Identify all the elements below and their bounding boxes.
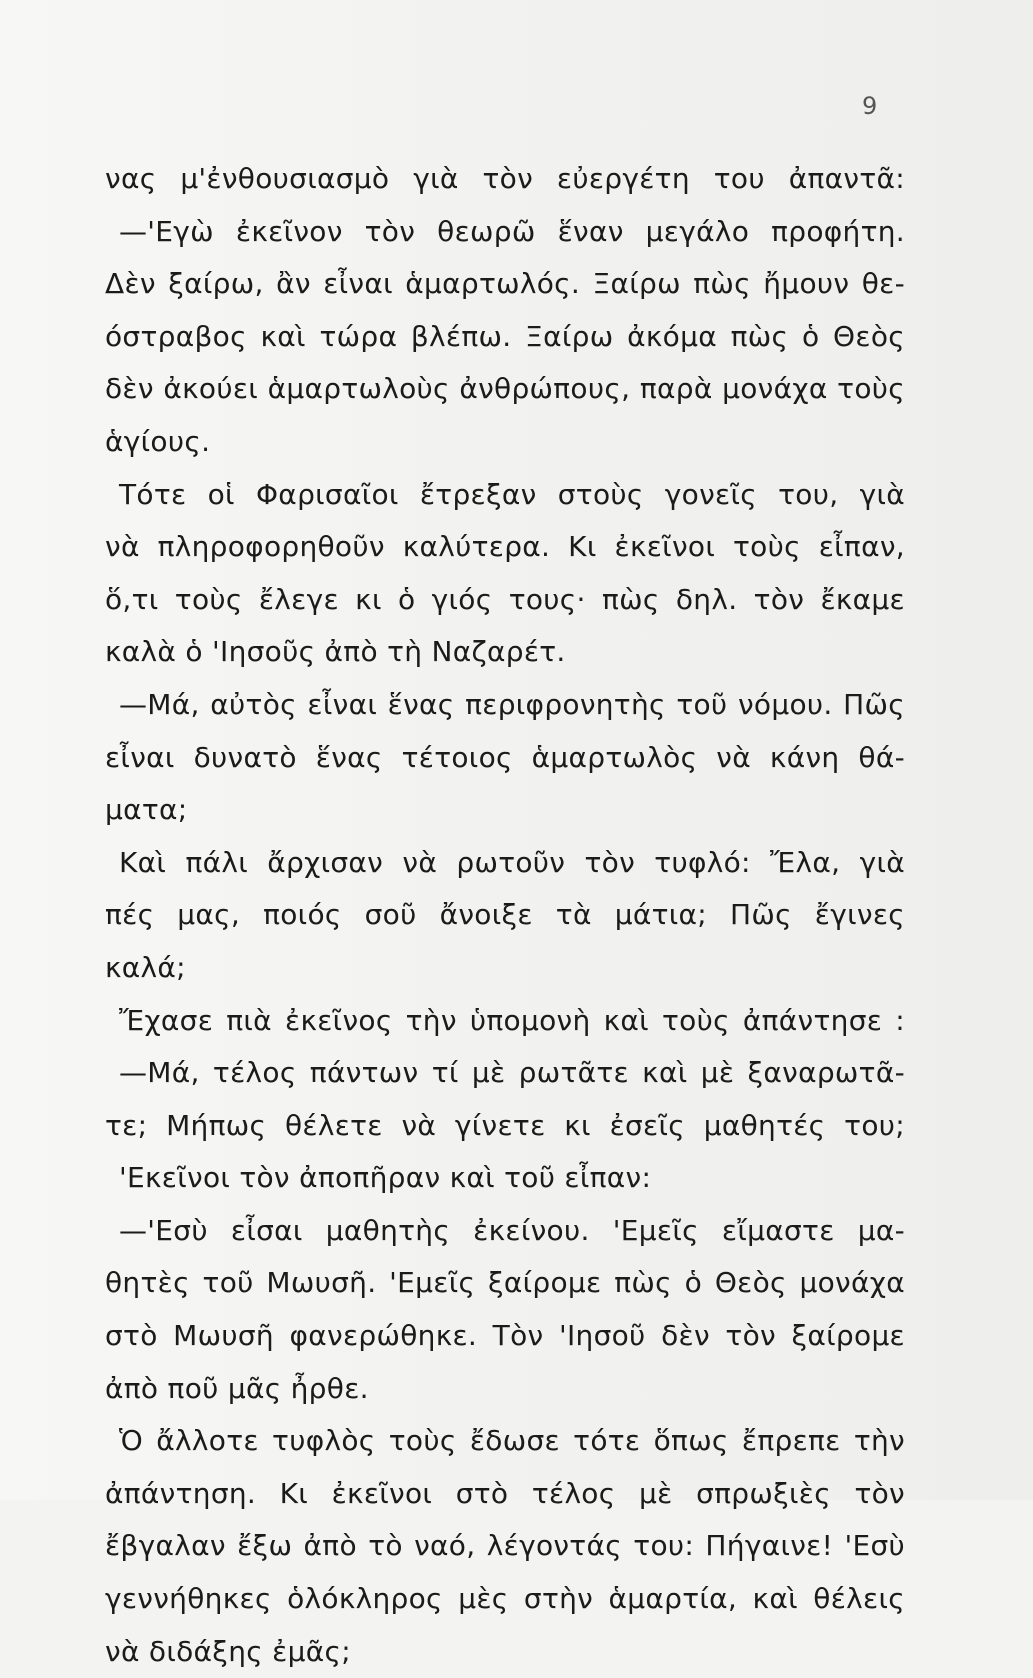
text-line: Δὲν ξαίρω, ἂν εἶναι ἁμαρτωλός. Ξαίρω πὼς ἤμουν θε-: [105, 267, 905, 301]
text-line: στὸ Μωυσῆ φανερώθηκε. Τὸν 'Ιησοῦ δὲν τὸν ξαίρομε: [105, 1319, 905, 1353]
text-line: εἶναι δυνατὸ ἕνας τέτοιος ἁμαρτωλὸς νὰ κάνη θά-: [105, 740, 905, 774]
text-line: —Μά, αὐτὸς εἶναι ἕνας περιφρονητὴς τοῦ νόμου. Πῶς: [119, 687, 905, 721]
text-line: Ἔχασε πιὰ ἐκεῖνος τὴν ὑπομονὴ καὶ τοὺς ἀπάντησε :: [119, 1003, 905, 1037]
text-line: όστραβος καὶ τώρα βλέπω. Ξαίρω ἀκόμα πὼς ὁ Θεὸς: [105, 319, 905, 353]
text-line: δὲν ἀκούει ἁμαρτωλοὺς ἀνθρώπους, παρὰ μονάχα τοὺς: [105, 372, 905, 406]
text-line: ὅ,τι τοὺς ἔλεγε κι ὁ γιός τους· πὼς δηλ. τὸν ἔκαμε: [105, 582, 905, 616]
text-line: γεννήθηκες ὁλόκληρος μὲς στὴν ἁμαρτία, καὶ θέλεις: [105, 1582, 905, 1616]
text-line: Καὶ πάλι ἄρχισαν νὰ ρωτοῦν τὸν τυφλό: Ἔλα, γιὰ: [119, 845, 905, 879]
text-line: ματα;: [105, 793, 188, 827]
text-line: πές μας, ποιός σοῦ ἄνοιξε τὰ μάτια; Πῶς ἔγινες: [105, 898, 905, 932]
page-number: 9: [862, 92, 878, 120]
text-line: καλὰ ὁ 'Ιησοῦς ἀπὸ τὴ Ναζαρέτ.: [105, 635, 566, 669]
text-line: —Μά, τέλος πάντων τί μὲ ρωτᾶτε καὶ μὲ ξαναρωτᾶ-: [119, 1056, 905, 1090]
text-line: —'Εγὼ ἐκεῖνον τὸν θεωρῶ ἕναν μεγάλο προφήτη.: [119, 214, 905, 248]
text-line: Ὁ ἄλλοτε τυφλὸς τοὺς ἔδωσε τότε ὅπως ἔπρεπε τὴν: [119, 1424, 905, 1458]
text-line: νὰ πληροφορηθοῦν καλύτερα. Κι ἐκεῖνοι τοὺς εἶπαν,: [105, 530, 905, 564]
text-line: Τότε οἱ Φαρισαῖοι ἔτρεξαν στοὺς γονεῖς του, γιὰ: [119, 477, 905, 511]
text-line: νὰ διδάξης ἐμᾶς;: [105, 1634, 351, 1668]
text-line: θητὲς τοῦ Μωυσῆ. 'Εμεῖς ξαίρομε πὼς ὁ Θεὸς μονάχα: [105, 1266, 905, 1300]
text-line: 'Εκεῖνοι τὸν ἀποπῆραν καὶ τοῦ εἶπαν:: [119, 1161, 652, 1195]
text-line: ἀπάντηση. Κι ἐκεῖνοι στὸ τέλος μὲ σπρωξιὲς τὸν: [105, 1476, 905, 1510]
text-line: ἔβγαλαν ἔξω ἀπὸ τὸ ναό, λέγοντάς του: Πήγαινε! 'Εσὺ: [105, 1529, 905, 1563]
text-line: —'Εσὺ εἶσαι μαθητὴς ἐκείνου. 'Εμεῖς εἴμαστε μα-: [119, 1213, 905, 1247]
text-line: ἁγίους.: [105, 424, 211, 458]
text-line: τε; Μήπως θέλετε νὰ γίνετε κι ἐσεῖς μαθητές του;: [105, 1108, 905, 1142]
text-line: νας μ'ἐνθουσιασμὸ γιὰ τὸν εὐεργέτη του ἀπαντᾶ:: [105, 162, 905, 195]
text-line: καλά;: [105, 950, 186, 984]
body-text: [105, 153, 905, 1678]
text-line: ἀπὸ ποῦ μᾶς ἦρθε.: [105, 1371, 369, 1405]
